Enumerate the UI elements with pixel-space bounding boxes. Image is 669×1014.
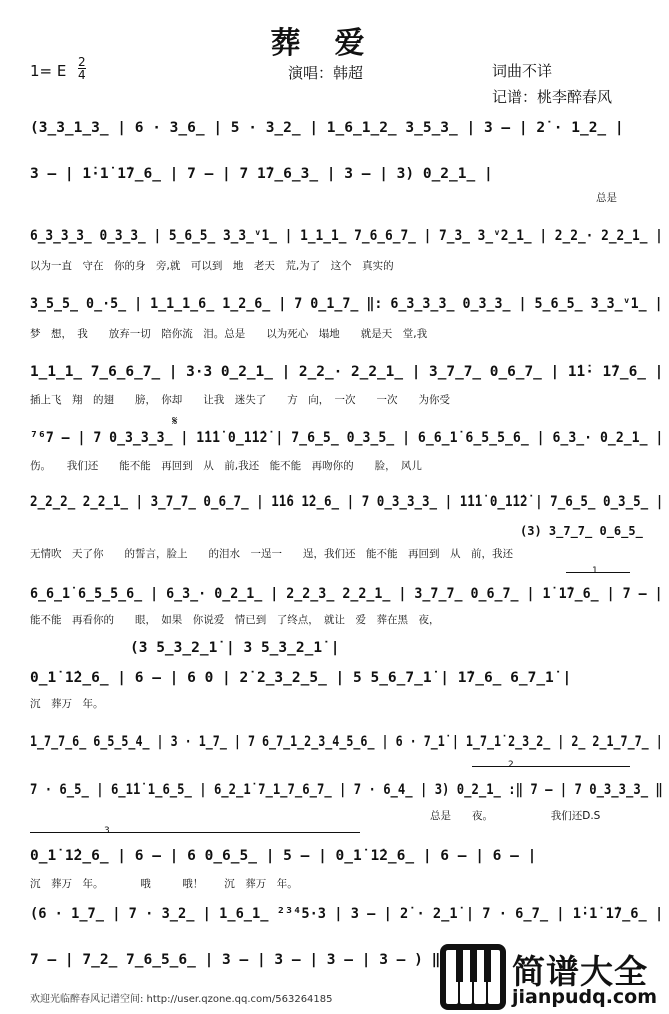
score-row-4: 3̲5̲5̲ 0̲·5̲ | 1̲1̲1̲6̲ 1̲2̲6̲ | 7 0̲1̲7̲ ‖: 6̲3̲3̲3̲ 0̲3̲3̲ | 5̲6̲5̲ 3̲3̲ᵛ1̲ | [30,296,663,312]
score-row-5: 1̲1̲1̲ 7̲6̲6̲7̲ | 3·3 0̲2̲1̲ | 2̲2̲· 2̲2̲1̲ | 3̲7̲7̲ 0̲6̲7̲ | 1̇1̇· 1̇7̲6̲ | [30,364,664,380]
coda-notes: (3) 3̲7̲7̲ 0̲6̲5̲ [520,524,643,538]
lyric-row-7: 无情吹 天了你 的誓言，脸上 的泪水 一逞一 逞，我们还 能不能 再回到 从 前，我还 [30,548,513,560]
lyric-row-6: 伤。 我们还 能不能 再回到 从 前,我还 能不能 再吻你的 脸， 风儿 [30,460,422,472]
site-logo [440,944,664,1010]
lyric-row-8: 能不能 再看你的 眼， 如果 你说爱 情已到 了终点， 就让 爱 葬在黑 夜， [30,614,440,626]
lyric-row-2: 总是 [596,192,617,204]
score-row-10: 1̲7̲7̲6̲ 6̲5̲5̲4̲ | 3 · 1̲7̲ | 7 6̲7̲1̲2̲3̲4̲5̲6̲ | 6 · 7̲1̇ | 1̲7̲1̇ 2̲3̲2̲ | 2̲ 2̲1̲7̲7̲ | [30,734,663,750]
score-row-7: 2̲2̲2̲ 2̲2̲1̲ | 3̲7̲7̲ 0̲6̲7̲ | 1̇1̇6 1̇2̲6̲ | 7 0̲3̲3̲3̲ | 1̇1̇1̇ 0̲1̇1̇2̇ | 7̲6̲5̲ 0̲3̲5̲ | [30,494,664,510]
lyricist: 词曲不详 [492,62,553,80]
lyric-row-12: 沉 葬万 年。 哦 哦！ 沉 葬万 年。 [30,878,298,890]
time-numerator: 2 [78,55,86,69]
lyric-row-5: 插上飞 翔 的翅 膀， 你却 让我 迷失了 方 向， 一次 一次 为你受 [30,394,450,406]
lyric-row-3: 以为一直 守在 你的身 旁,就 可以到 地 老天 荒,为了 这个 真实的 [30,260,394,272]
logo-name: 简谱大全 [512,952,648,991]
piano-icon [440,944,506,1010]
footer-text: 欢迎光临醉春风记谱空间: http://user.qzone.qq.com/563264185 [30,994,333,1005]
time-denominator: 4 [78,68,86,82]
volta-1-label: 1 [592,566,598,576]
volta-2-label: 2 [508,760,514,770]
score-row-8: 6̲6̲1̇ 6̲5̲5̲6̲ | 6̲3̲· 0̲2̲1̲ | 2̲2̲3̲ 2̲2̲1̲ | 3̲7̲7̲ 0̲6̲7̲ | 1̇ 1̇7̲6̲ | 7 – | [30,586,663,602]
bridge-notes: (3 5̲3̲2̲1̇ | 3 5̲3̲2̲1̇ | [130,640,340,656]
transcriber: 记谱：桃李醉春风 [492,88,613,106]
segno-sign: 𝄋 [172,414,178,429]
logo-url: jianpudq.com [512,986,658,1008]
key-signature: 1= E [30,62,67,80]
volta-1-line [566,572,630,573]
triplet-line [30,832,360,833]
lyric-row-4: 梦 想， 我 放弃一切 陪你流 泪。总是 以为死心 塌地 就是天 堂,我 [30,328,428,340]
triplet-label: 3 [104,826,110,836]
page-title: 葬爱 [270,26,399,61]
score-row-12: 0̲1̇ 1̇2̲6̲ | 6 – | 6 0̲6̲5̲ | 5 – | 0̲1̇ 1̇2̲6̲ | 6 – | 6 – | [30,848,537,864]
singer: 演唱：韩超 [288,64,364,82]
score-row-13: (6 · 1̲7̲ | 7 · 3̲2̲ | 1̲6̲1̲ ²³⁴5·3 | 3 – | 2̇ · 2̲1̇ | 7 · 6̲7̲ | 1̇·1̇ 1̇7̲6̲ | [30,906,664,922]
time-signature [78,56,86,81]
score-row-6: ⁷⁶7 – | 7 0̲3̲3̲3̲ | 1̇1̇1̇ 0̲1̇1̇2̇ | 7̲6̲5̲ 0̲3̲5̲ | 6̲6̲1̇ 6̲5̲5̲6̲ | 6̲3̲· 0̲2̲1̲ | [30,430,664,446]
score-row-3: 6̲3̲3̲3̲ 0̲3̲3̲ | 5̲6̲5̲ 3̲3̲ᵛ1̲ | 1̲1̲1̲ 7̲6̲6̲7̲ | 7̲3̲ 3̲ᵛ2̲1̲ | 2̲2̲· 2̲2̲1̲ | [30,228,663,244]
lyric-row-9: 沉 葬万 年。 [30,698,104,710]
score-row-11: 7 · 6̲5̲ | 6̲1̇1̇ 1̲6̲5̲ | 6̲2̲1̇ 7̲1̲7̲6̲7̲ | 7 · 6̲4̲ | 3) 0̲2̲1̲ :‖ 7 – | 7 0̲3̲3̲3̲ ‖ [30,782,663,798]
score-row-1: (3̲3̲1̲3̲ | 6 · 3̲6̲ | 5 · 3̲2̲ | 1̲6̲1̲2̲ 3̲5̲3̲ | 3 – | 2̇ · 1̲2̲ | [30,120,624,136]
score-row-14: 7 – | 7̲2̲ 7̲6̲5̲6̲ | 3 – | 3 – | 3 – | 3 – ) ‖ [30,952,441,968]
score-row-9: 0̲1̇ 1̇2̲6̲ | 6 – | 6 0 | 2̇ 2̲3̲2̲5̲ | 5 5̲6̲7̲1̇ | 1̇7̲6̲ 6̲7̲1̇ | [30,670,572,686]
score-row-2: 3 – | 1̇·1̇ 1̇7̲6̲ | 7 – | 7 1̇7̲6̲3̲ | 3 – | 3) 0̲2̲1̲ | [30,166,493,182]
lyric-row-11: 总是 夜。 我们还D.S [430,810,601,822]
volta-2-line [472,766,630,767]
